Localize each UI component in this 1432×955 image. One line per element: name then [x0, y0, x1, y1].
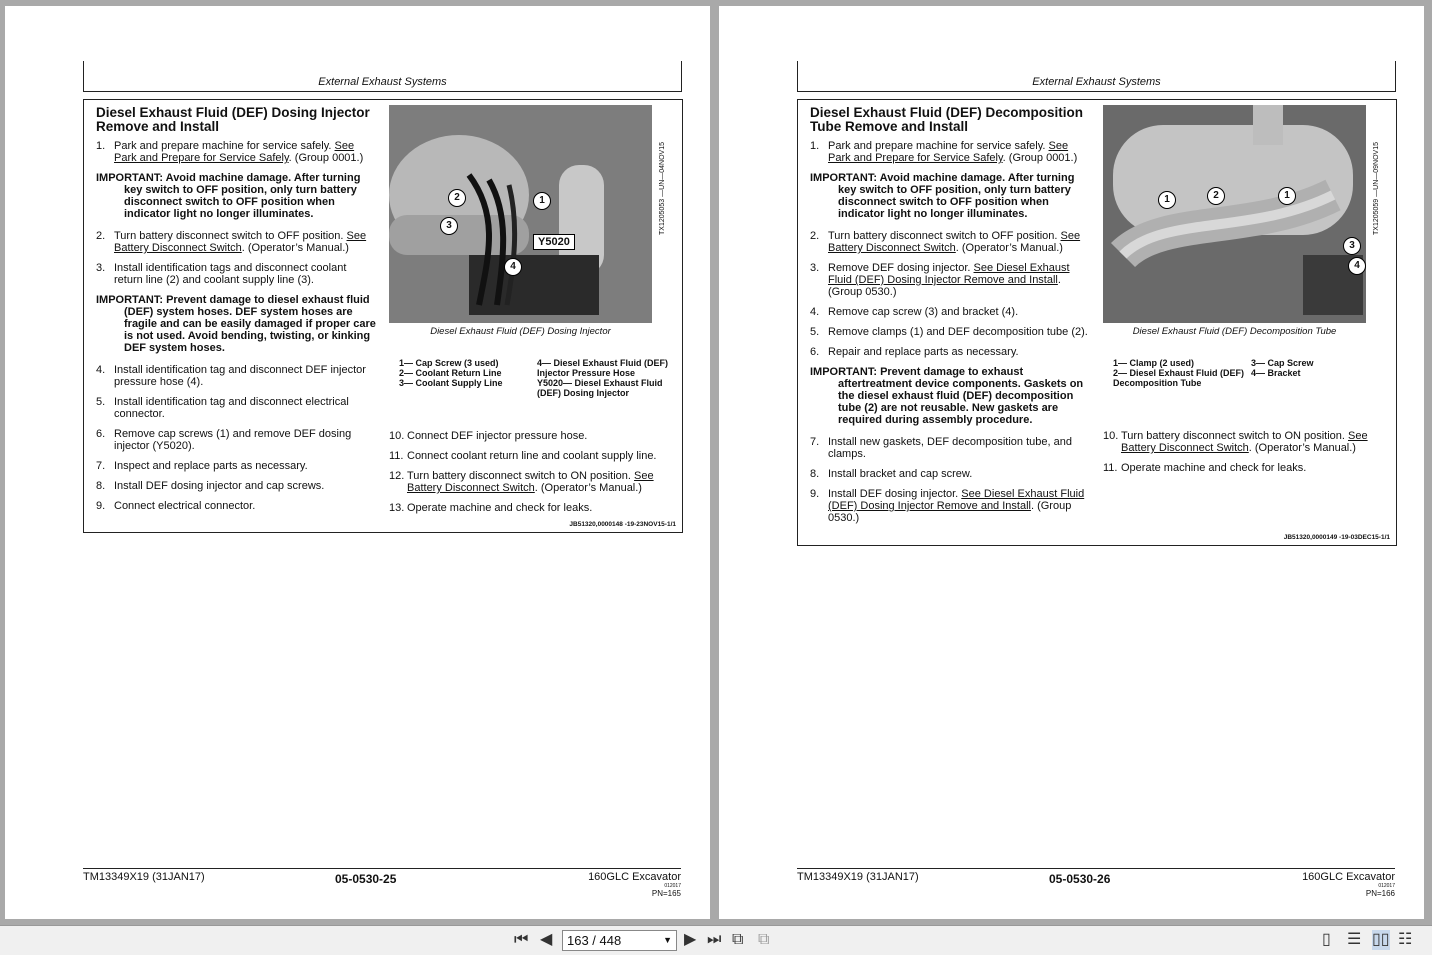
cross-reference-link[interactable]: See Battery Disconnect Switch: [828, 230, 1081, 254]
pn-number: PN=165: [651, 889, 681, 898]
step-text-after: . (Operator’s Manual.): [241, 242, 349, 254]
procedure-step: [810, 488, 1092, 524]
step-number: 5.: [810, 326, 820, 338]
procedure-steps-continued: [1103, 430, 1388, 474]
procedure-step: [810, 262, 1092, 298]
prev-page-icon[interactable]: ◀: [540, 931, 553, 948]
step-text: Connect coolant return line and coolant supply line.: [407, 450, 657, 462]
procedure-step: [810, 140, 1092, 164]
step-text: Turn battery disconnect switch to ON position.: [407, 470, 635, 482]
page-right: [719, 6, 1424, 919]
procedure-step: [96, 230, 378, 254]
step-text: Install identification tag and disconnect electrical connector.: [114, 396, 349, 420]
pn-number: PN=166: [1365, 889, 1395, 898]
figure-caption: Diesel Exhaust Fluid (DEF) Decomposition Tube: [1132, 326, 1337, 337]
page-number: 05-0530-25: [335, 872, 397, 886]
step-text-after: . (Operator’s Manual.): [1248, 442, 1356, 454]
step-number: 1.: [96, 140, 106, 152]
callout-4: 4: [1348, 257, 1366, 275]
reference-code: JB51320,0000148 -19-23NOV15-1/1: [569, 521, 676, 528]
page-footer: [83, 868, 681, 898]
footer-date-code: 012017: [1378, 883, 1395, 889]
step-text: Install DEF dosing injector.: [828, 488, 962, 500]
procedure-step: [810, 436, 1092, 460]
procedure-step: [389, 430, 674, 442]
procedure-step: [810, 230, 1092, 254]
step-number: 6.: [810, 346, 820, 358]
step-text: Inspect and replace parts as necessary.: [114, 460, 308, 472]
step-text: Remove cap screws (1) and remove DEF dosing injector (Y5020).: [114, 428, 352, 452]
step-text: Install new gaskets, DEF decomposition tube, and clamps.: [828, 436, 1072, 460]
procedure-column-1: [810, 106, 1092, 532]
page-number: 05-0530-26: [1049, 872, 1111, 886]
two-page-continuous-icon[interactable]: ☷: [1398, 931, 1413, 948]
two-page-icon[interactable]: ▯▯: [1372, 931, 1390, 948]
last-page-icon[interactable]: ⏭: [707, 931, 722, 948]
step-text: Operate machine and check for leaks.: [1121, 462, 1307, 474]
step-text: Remove DEF dosing injector.: [828, 262, 974, 274]
callout-2: 2: [1207, 187, 1225, 205]
engine-photo: [1103, 105, 1366, 323]
legend-item: 1— Clamp (2 used): [1113, 358, 1195, 368]
legend-item: 2— Diesel Exhaust Fluid (DEF) Decomposition Tube: [1113, 368, 1245, 388]
step-number: 10.: [1103, 430, 1119, 442]
page-selector[interactable]: [562, 930, 677, 951]
step-number: 10.: [389, 430, 405, 442]
figure-code: TX1205059 —UN—09NOV15: [1373, 142, 1380, 235]
step-text-after: . (Group 0001.): [288, 152, 364, 164]
callout-3: 3: [440, 217, 458, 235]
step-number: 2.: [96, 230, 106, 242]
step-number: 7.: [96, 460, 106, 472]
step-text: Operate machine and check for leaks.: [407, 502, 593, 514]
callout-3: 3: [1343, 237, 1361, 255]
procedure-column-2: [389, 105, 674, 522]
step-number: 7.: [810, 436, 820, 448]
footer-date-code: 012017: [664, 883, 681, 889]
step-number: 4.: [810, 306, 820, 318]
legend-item: 4— Diesel Exhaust Fluid (DEF) Injector Pressure Hose: [537, 358, 669, 378]
step-text-after: . (Group 0530.): [828, 500, 1072, 524]
figure-legend: [1103, 358, 1388, 400]
step-number: 4.: [96, 364, 106, 376]
step-text: Install bracket and cap screw.: [828, 468, 973, 480]
procedure-title: Diesel Exhaust Fluid (DEF) Dosing Injector Remove and Install: [96, 105, 370, 134]
compare-icon[interactable]: ⧉: [758, 931, 770, 948]
step-number: 9.: [810, 488, 820, 500]
procedure-step: [1103, 430, 1388, 454]
callout-1b: 1: [1278, 187, 1296, 205]
procedure-step: [96, 262, 378, 286]
procedure-step: [96, 460, 378, 472]
step-text: Install identification tag and disconnect DEF injector pressure hose (4).: [114, 364, 366, 388]
procedure-step: [389, 470, 674, 494]
cross-reference-link[interactable]: See Diesel Exhaust Fluid (DEF) Dosing Injector Remove and Install: [828, 262, 1070, 286]
legend-item: 2— Coolant Return Line: [399, 368, 502, 378]
page-footer: [797, 868, 1395, 898]
rotate-icon[interactable]: ⧉: [732, 931, 744, 948]
procedure-step: [96, 140, 378, 164]
manual-id: TM13349X19 (31JAN17): [83, 871, 205, 883]
reference-code: JB51320,0000149 -19-03DEC15-1/1: [1283, 534, 1390, 541]
step-number: 1.: [810, 140, 820, 152]
step-number: 8.: [810, 468, 820, 480]
chevron-down-icon: ▼: [663, 935, 672, 945]
important-note: IMPORTANT: Prevent damage to diesel exhaust fluid (DEF) system hoses. DEF system hoses are fragile and can be easily damaged if proper care is not used. Avoid bending, twisting, or kinking DEF system hoses.: [96, 294, 376, 354]
engine-photo: [389, 105, 652, 323]
step-number: 3.: [810, 262, 820, 274]
procedure-title: Diesel Exhaust Fluid (DEF) Decomposition Tube Remove and Install: [810, 105, 1084, 134]
step-number: 13.: [389, 502, 405, 514]
page-left: [5, 6, 710, 919]
cross-reference-link[interactable]: See Battery Disconnect Switch: [114, 230, 367, 254]
important-note: IMPORTANT: Prevent damage to exhaust aftertreatment device components. Gaskets on the diesel exhaust fluid (DEF) decomposition tube (2) are not reusable. New gaskets are required during assembly procedure.: [810, 366, 1084, 426]
procedure-column-2: [1103, 105, 1388, 482]
procedure-column-1: [96, 106, 378, 520]
figure-legend: [389, 358, 674, 400]
step-number: 3.: [96, 262, 106, 274]
procedure-step: [810, 326, 1092, 338]
machine-model: 160GLC Excavator: [588, 871, 681, 883]
step-number: 9.: [96, 500, 106, 512]
next-page-icon[interactable]: ▶: [684, 931, 697, 948]
step-text: Remove cap screw (3) and bracket (4).: [828, 306, 1019, 318]
cross-reference-link[interactable]: See Battery Disconnect Switch: [407, 470, 654, 494]
continuous-icon[interactable]: ☰: [1347, 931, 1362, 948]
procedure-box: [797, 99, 1397, 546]
callout-1: 1: [1158, 191, 1176, 209]
step-text-after: . (Group 0001.): [1002, 152, 1078, 164]
step-text: Turn battery disconnect switch to ON position.: [1121, 430, 1349, 442]
page-indicator: 163 / 448: [567, 933, 622, 948]
procedure-box: [83, 99, 683, 533]
step-number: 12.: [389, 470, 405, 482]
cross-reference-link[interactable]: See Diesel Exhaust Fluid (DEF) Dosing Injector Remove and Install: [828, 488, 1085, 512]
step-number: 6.: [96, 428, 106, 440]
cross-reference-link[interactable]: See Park and Prepare for Service Safely: [828, 140, 1069, 164]
step-text-after: . (Operator’s Manual.): [955, 242, 1063, 254]
step-text: Connect DEF injector pressure hose.: [407, 430, 588, 442]
step-text: Repair and replace parts as necessary.: [828, 346, 1019, 358]
page-header: External Exhaust Systems: [797, 61, 1396, 92]
procedure-step: [389, 450, 674, 462]
step-text: Turn battery disconnect switch to OFF position.: [828, 230, 1061, 242]
cross-reference-link[interactable]: See Park and Prepare for Service Safely: [114, 140, 355, 164]
callout-4: 4: [504, 258, 522, 276]
procedure-step: [96, 396, 378, 420]
step-text: Park and prepare machine for service safely.: [114, 140, 335, 152]
procedure-step: [96, 364, 378, 388]
procedure-step: [96, 500, 378, 512]
procedure-step: [810, 306, 1092, 318]
cross-reference-link[interactable]: See Battery Disconnect Switch: [1121, 430, 1368, 454]
procedure-step: [96, 480, 378, 492]
procedure-step: [96, 428, 378, 452]
procedure-step: [1103, 462, 1388, 474]
step-text: Remove clamps (1) and DEF decomposition tube (2).: [828, 326, 1088, 338]
step-text-after: . (Group 0530.): [828, 274, 1061, 298]
callout-2: 2: [448, 189, 466, 207]
single-page-icon[interactable]: ▯: [1322, 931, 1331, 948]
step-text: Park and prepare machine for service safely.: [828, 140, 1049, 152]
step-text: Install DEF dosing injector and cap screws.: [114, 480, 325, 492]
procedure-step: [810, 468, 1092, 480]
step-number: 8.: [96, 480, 106, 492]
figure-caption: Diesel Exhaust Fluid (DEF) Dosing Injector: [430, 326, 611, 337]
step-number: 2.: [810, 230, 820, 242]
machine-model: 160GLC Excavator: [1302, 871, 1395, 883]
important-note: IMPORTANT: Avoid machine damage. After turning key switch to OFF position, only turn battery disconnect switch to OFF position when indicator light no longer illuminates.: [96, 172, 361, 220]
step-number: 11.: [389, 450, 404, 462]
legend-item: 3— Coolant Supply Line: [399, 378, 503, 388]
step-text: Connect electrical connector.: [114, 500, 256, 512]
manual-id: TM13349X19 (31JAN17): [797, 871, 919, 883]
step-text-after: . (Operator’s Manual.): [534, 482, 642, 494]
procedure-steps-continued: [389, 430, 674, 514]
step-number: 5.: [96, 396, 106, 408]
figure-code: TX1205053 —UN—04NOV15: [659, 142, 666, 235]
legend-item: Y5020— Diesel Exhaust Fluid (DEF) Dosing Injector: [537, 378, 663, 398]
procedure-step: [389, 502, 674, 514]
legend-item: 1— Cap Screw (3 used): [399, 358, 499, 368]
important-note: IMPORTANT: Avoid machine damage. After turning key switch to OFF position, only turn battery disconnect switch to OFF position when indicator light no longer illuminates.: [810, 172, 1075, 220]
legend-item: 3— Cap Screw: [1251, 358, 1314, 368]
photo-tag: Y5020: [533, 234, 575, 250]
step-text: Install identification tags and disconnect coolant return line (2) and coolant supply line (3).: [114, 262, 347, 286]
legend-item: 4— Bracket: [1251, 368, 1301, 378]
callout-1: 1: [533, 192, 551, 210]
first-page-icon[interactable]: ⏮: [514, 931, 529, 948]
step-number: 11.: [1103, 462, 1118, 474]
viewer-toolbar: [0, 925, 1432, 955]
page-header: External Exhaust Systems: [83, 61, 682, 92]
procedure-step: [810, 346, 1092, 358]
step-text: Turn battery disconnect switch to OFF position.: [114, 230, 347, 242]
